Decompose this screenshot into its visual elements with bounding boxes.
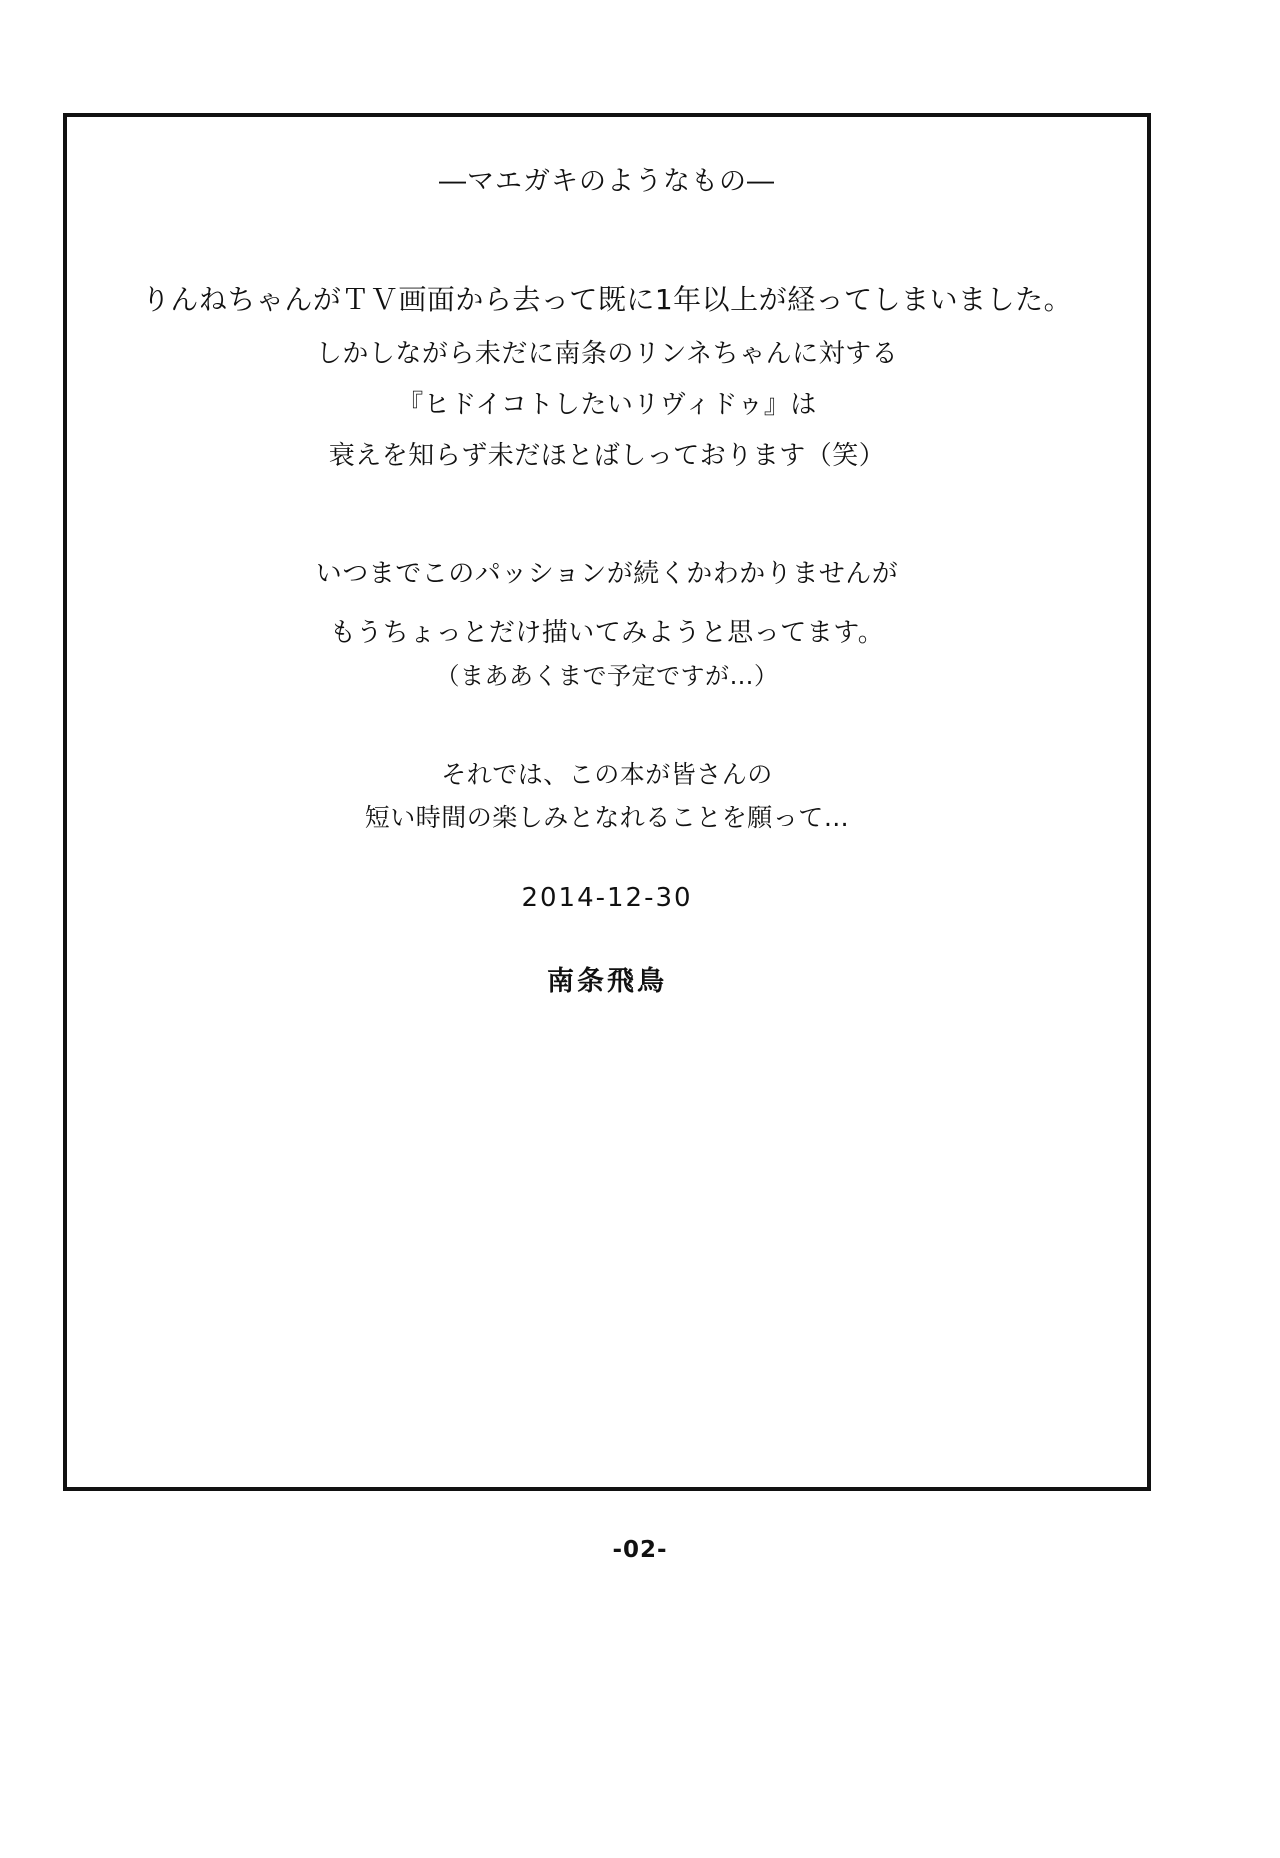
paragraph-line: しかしながら未だに南条のリンネちゃんに対する [315,339,899,370]
paragraph-line: 短い時間の楽しみとなれることを願って… [364,803,850,833]
paragraph-block-2 [67,552,1147,697]
paragraph-line: それでは、この本が皆さんの [441,760,773,790]
page-border-frame [63,113,1151,1491]
paragraph-line: いつまでこのパッションが続くかわかりませんが [315,559,899,590]
publication-date: 2014-12-30 [521,883,693,914]
paragraph-line: もうちょっとだけ描いてみようと思ってます。 [329,618,885,649]
paragraph-block-1 [67,276,1147,478]
preface-heading: ―マエガキのようなもの― [439,166,775,197]
author-name: 南条飛鳥 [547,966,667,998]
paragraph-line: 『ヒドイコトしたいリヴィドゥ』は [397,389,817,420]
paragraph-line: りんねちゃんがＴＶ画面から去って既に1年以上が経ってしまいました。 [141,283,1073,316]
paragraph-line: 衰えを知らず未だほとばしっております（笑） [328,440,886,471]
block-spacer [67,697,1147,753]
preface-content [67,117,1147,998]
paragraph-line: （まああくまで予定ですが…） [435,661,779,690]
page-number: -02- [612,1537,668,1563]
paragraph-block-3 [67,753,1147,839]
block-spacer [67,478,1147,552]
